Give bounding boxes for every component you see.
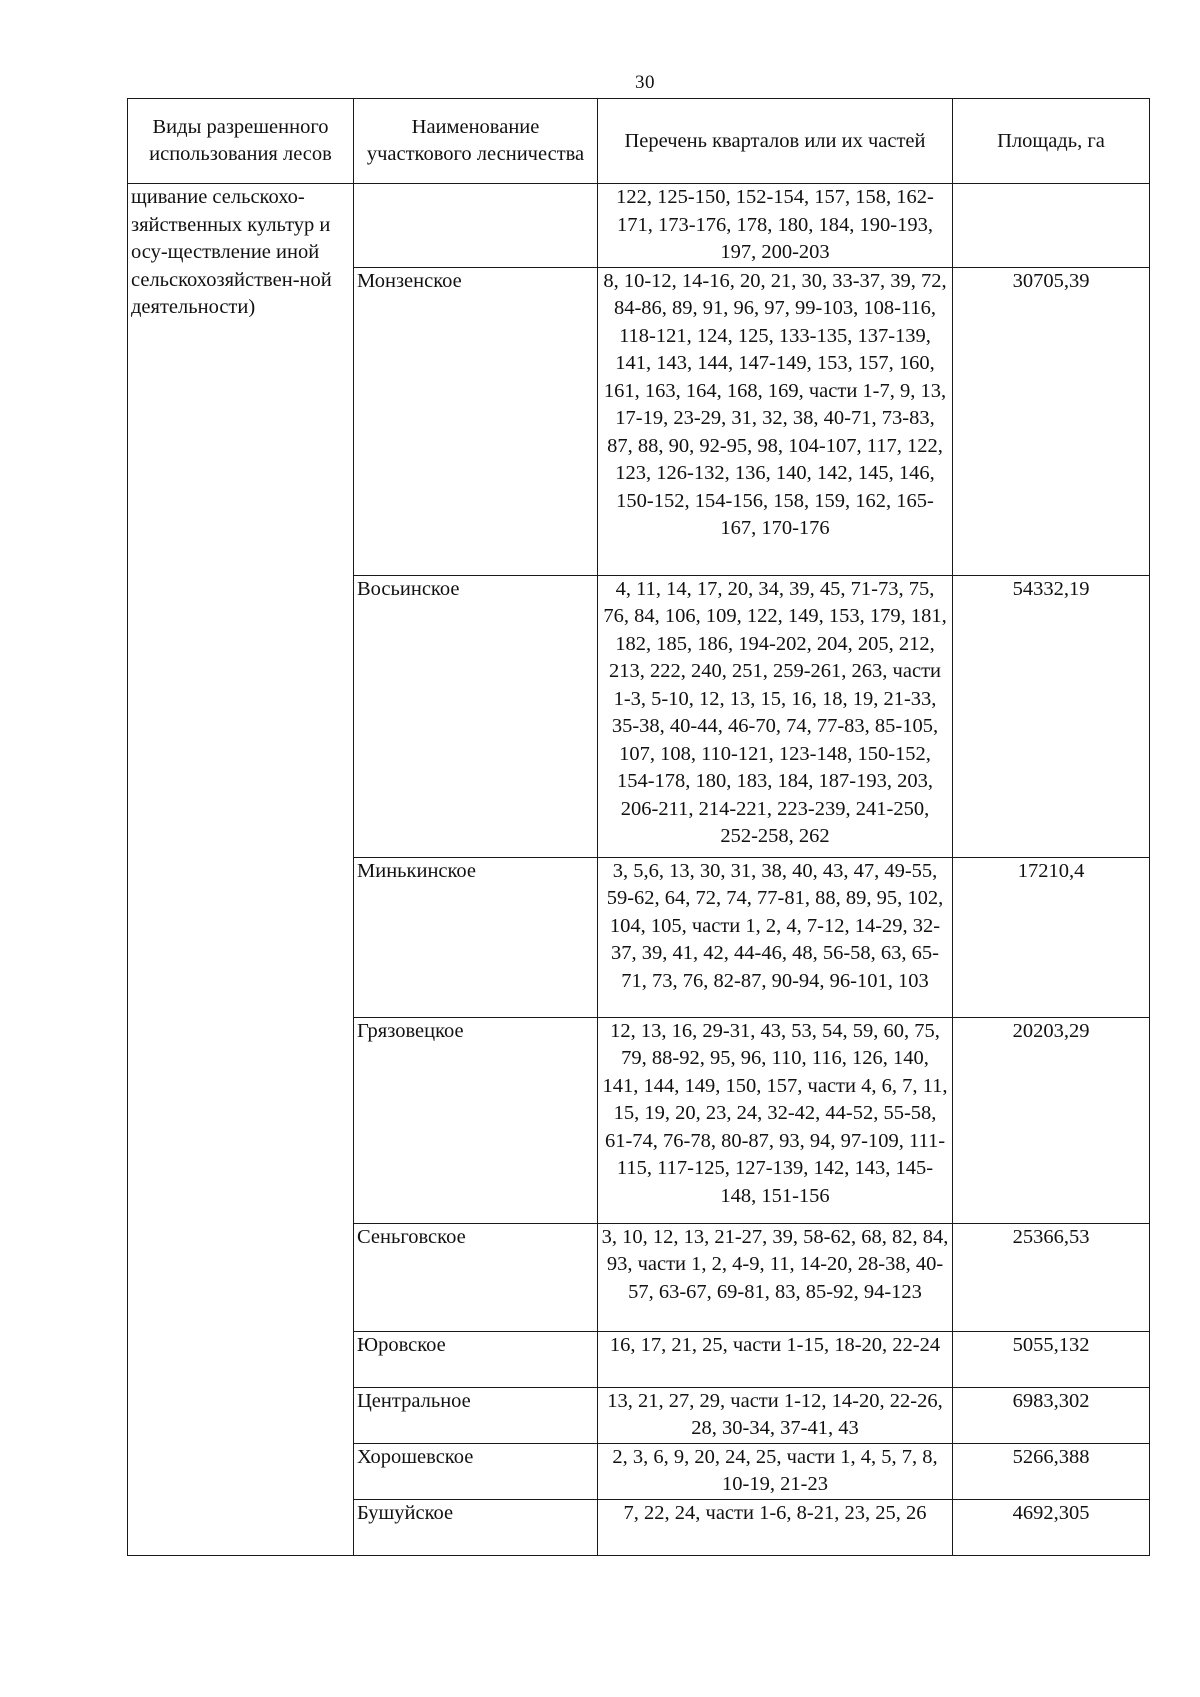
quarters-list: 3, 10, 12, 13, 21-27, 39, 58-62, 68, 82, 84, 93, части 1, 2, 4-9, 11, 14-20, 28-38, 40-57, 63-67, 69-81, 83, 85-92, 94-123 (598, 1223, 953, 1331)
header-quarters-list: Перечень кварталов или их частей (598, 99, 953, 184)
quarters-list: 8, 10-12, 14-16, 20, 21, 30, 33-37, 39, 72, 84-86, 89, 91, 96, 97, 99-103, 108-116, 118-121, 124, 125, 133-135, 137-139, 141, 143, 144, 147-149, 153, 157, 160, 161, 163, 164, 168, 169, части 1-7, 9, 13, 17-19, 23-29, 31, 32, 38, 40-71, 73-83, 87, 88, 90, 92-95, 98, 104-107, 117, 122, 123, 126-132, 136, 140, 142, 145, 146, 150-152, 154-156, 158, 159, 162, 165-167, 170-176 (598, 267, 953, 575)
forestry-name: Восьинское (354, 575, 598, 857)
area-value (953, 184, 1150, 268)
forest-use-table (127, 98, 1150, 1556)
area-value: 54332,19 (953, 575, 1150, 857)
forestry-name: Хорошевское (354, 1443, 598, 1499)
forestry-name: Минькинское (354, 857, 598, 1017)
forestry-name: Юровское (354, 1331, 598, 1387)
use-type-cell: щивание сельскохо-зяйственных культур и осу-ществление иной сельскохозяйствен-ной деятельности) (128, 184, 354, 1556)
area-value: 4692,305 (953, 1499, 1150, 1555)
quarters-list: 13, 21, 27, 29, части 1-12, 14-20, 22-26, 28, 30-34, 37-41, 43 (598, 1387, 953, 1443)
table-header-row (128, 99, 1150, 184)
page-number: 30 (635, 72, 655, 93)
forestry-name (354, 184, 598, 268)
quarters-list: 7, 22, 24, части 1-6, 8-21, 23, 25, 26 (598, 1499, 953, 1555)
area-value: 30705,39 (953, 267, 1150, 575)
quarters-list: 2, 3, 6, 9, 20, 24, 25, части 1, 4, 5, 7, 8, 10-19, 21-23 (598, 1443, 953, 1499)
table-row (128, 184, 1150, 268)
forestry-name: Грязовецкое (354, 1017, 598, 1223)
quarters-list: 16, 17, 21, 25, части 1-15, 18-20, 22-24 (598, 1331, 953, 1387)
header-area: Площадь, га (953, 99, 1150, 184)
area-value: 6983,302 (953, 1387, 1150, 1443)
area-value: 25366,53 (953, 1223, 1150, 1331)
forestry-name: Центральное (354, 1387, 598, 1443)
quarters-list: 122, 125-150, 152-154, 157, 158, 162-171, 173-176, 178, 180, 184, 190-193, 197, 200-203 (598, 184, 953, 268)
header-forestry-name: Наименование участкового лесничества (354, 99, 598, 184)
forestry-name: Монзенское (354, 267, 598, 575)
quarters-list: 4, 11, 14, 17, 20, 34, 39, 45, 71-73, 75, 76, 84, 106, 109, 122, 149, 153, 179, 181, 182, 185, 186, 194-202, 204, 205, 212, 213, 222, 240, 251, 259-261, 263, части 1-3, 5-10, 12, 13, 15, 16, 18, 19, 21-33, 35-38, 40-44, 46-70, 74, 77-83, 85-105, 107, 108, 110-121, 123-148, 150-152, 154-178, 180, 183, 184, 187-193, 203, 206-211, 214-221, 223-239, 241-250, 252-258, 262 (598, 575, 953, 857)
area-value: 5266,388 (953, 1443, 1150, 1499)
header-use-type: Виды разрешенного использования лесов (128, 99, 354, 184)
forestry-name: Сеньговское (354, 1223, 598, 1331)
quarters-list: 3, 5,6, 13, 30, 31, 38, 40, 43, 47, 49-55, 59-62, 64, 72, 74, 77-81, 88, 89, 95, 102, 104, 105, части 1, 2, 4, 7-12, 14-29, 32-37, 39, 41, 42, 44-46, 48, 56-58, 63, 65-71, 73, 76, 82-87, 90-94, 96-101, 103 (598, 857, 953, 1017)
area-value: 5055,132 (953, 1331, 1150, 1387)
area-value: 17210,4 (953, 857, 1150, 1017)
quarters-list: 12, 13, 16, 29-31, 43, 53, 54, 59, 60, 75, 79, 88-92, 95, 96, 110, 116, 126, 140, 141, 144, 149, 150, 157, части 4, 6, 7, 11, 15, 19, 20, 23, 24, 32-42, 44-52, 55-58, 61-74, 76-78, 80-87, 93, 94, 97-109, 111-115, 117-125, 127-139, 142, 143, 145-148, 151-156 (598, 1017, 953, 1223)
area-value: 20203,29 (953, 1017, 1150, 1223)
forestry-name: Бушуйское (354, 1499, 598, 1555)
